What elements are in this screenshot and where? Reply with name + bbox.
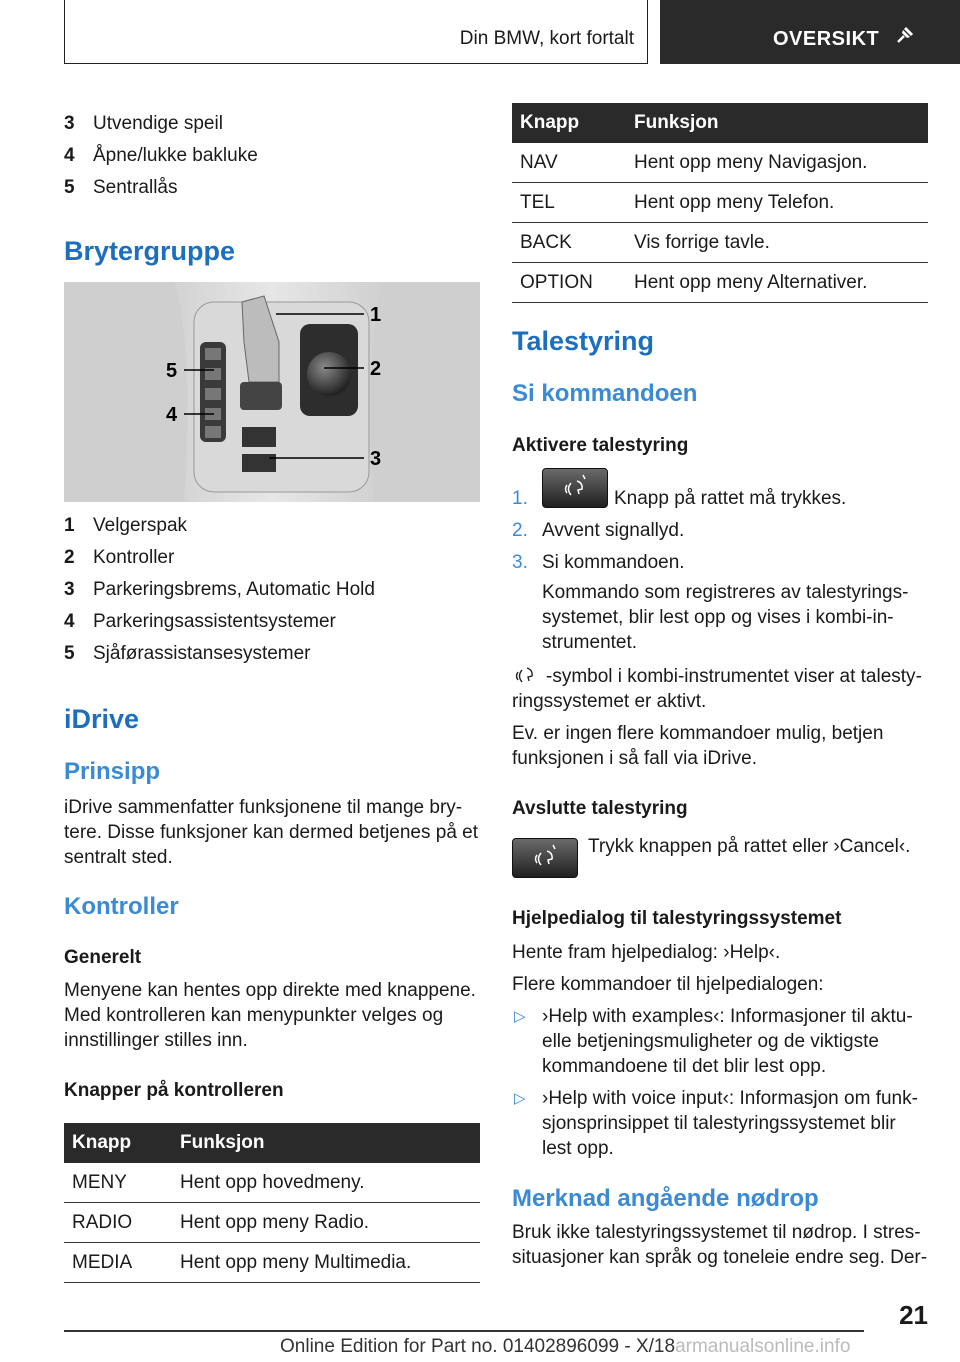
figure-callout: 5 bbox=[166, 360, 178, 382]
section-title: Din BMW, kort fortalt bbox=[459, 28, 634, 49]
voice-icon bbox=[543, 469, 607, 507]
footer-edition: Online Edition for Part no. 01402896099 - X/18armanualsonline.info bbox=[280, 1336, 851, 1357]
table-row: MEDIA Hent opp meny Multimedia. bbox=[64, 1243, 480, 1283]
list-item: 3 Parkeringsbrems, Automatic Hold bbox=[64, 579, 375, 600]
table-row: OPTION Hent opp meny Alternativer. bbox=[512, 263, 928, 303]
table-header: Knapp bbox=[512, 103, 626, 143]
list-item: 4 Åpne/lukke bakluke bbox=[64, 145, 258, 166]
list-item: 5 Sentrallås bbox=[64, 177, 178, 198]
generelt-text: Menyene kan hentes opp direkte med knappene. Med kontrolleren kan menypunkter velges og innstillinger stilles inn. bbox=[64, 980, 476, 1051]
heading-kontroller: Kontroller bbox=[64, 893, 179, 920]
voice-icon bbox=[513, 839, 577, 877]
footer-divider bbox=[64, 1330, 864, 1332]
list-item: 4 Parkeringsassistentsystemer bbox=[64, 611, 336, 632]
prinsipp-text: iDrive sammenfatter funksjonene til mange brytere. Disse funksjoner kan dermed betjenes på et sentralt sted. bbox=[64, 797, 479, 868]
heading-si-kommandoen: Si kommandoen bbox=[512, 380, 698, 407]
table-header: Knapp bbox=[64, 1123, 172, 1163]
hjelp-line-1: Hente fram hjelpedialog: ›Help‹. bbox=[512, 942, 781, 963]
merknad-text: Bruk ikke talestyringssystemet til nødrop. I stressituasjoner kan språk og toneleie endre seg. Der- bbox=[512, 1222, 928, 1268]
list-item: 2 Kontroller bbox=[64, 547, 175, 568]
hjelp-line-2: Flere kommandoer til hjelpedialogen: bbox=[512, 974, 824, 995]
console-figure bbox=[64, 282, 480, 502]
symbol-text: -symbol i kombi-instrumentet viser at talestyringssystemet er aktivt. bbox=[512, 666, 922, 712]
voice-button-image bbox=[512, 838, 578, 878]
heading-idrive: iDrive bbox=[64, 704, 140, 734]
page-number: 21 bbox=[899, 1300, 928, 1330]
chapter-tab[interactable] bbox=[660, 0, 960, 64]
ev-text: Ev. er ingen flere kommandoer mulig, betjen funksjonen i så fall via iDrive. bbox=[512, 723, 884, 769]
heading-brytergruppe: Brytergruppe bbox=[64, 236, 236, 266]
heading-merknad: Merknad angående nødrop bbox=[512, 1185, 819, 1212]
pin-icon bbox=[894, 24, 916, 46]
figure-callout: 1 bbox=[370, 304, 382, 326]
heading-talestyring: Talestyring bbox=[512, 326, 655, 356]
table-header: Funksjon bbox=[172, 1123, 480, 1163]
step3-detail: Kommando som registreres av talestyringssystemet, blir lest opp og vises i kombi-instrumentet. bbox=[542, 582, 909, 653]
table-row: RADIO Hent opp meny Radio. bbox=[64, 1203, 480, 1243]
heading-prinsipp: Prinsipp bbox=[64, 758, 161, 785]
figure-callout: 3 bbox=[370, 448, 382, 470]
figure-callout: 4 bbox=[166, 404, 178, 426]
controller-buttons-table bbox=[64, 1123, 480, 1283]
heading-knapper: Knapper på kontrolleren bbox=[64, 1080, 284, 1101]
list-item: 5 Sjåførassistansesystemer bbox=[64, 643, 311, 664]
watermark: armanualsonline.info bbox=[675, 1336, 851, 1357]
figure-callout: 2 bbox=[370, 358, 382, 380]
avslutte-text: Trykk knappen på rattet eller ›Cancel‹. bbox=[588, 836, 911, 857]
table-row: NAV Hent opp meny Navigasjon. bbox=[512, 143, 928, 183]
heading-hjelpedialog: Hjelpedialog til talestyringssystemet bbox=[512, 908, 842, 929]
list-item: 1 Velgerspak bbox=[64, 515, 188, 536]
heading-avslutte: Avslutte talestyring bbox=[512, 798, 688, 819]
controller-buttons-table-cont bbox=[512, 103, 928, 303]
chapter-title: OVERSIKT bbox=[773, 28, 880, 50]
voice-button-image bbox=[542, 468, 608, 508]
heading-aktivere: Aktivere talestyring bbox=[512, 435, 689, 456]
heading-generelt: Generelt bbox=[64, 947, 142, 968]
table-row: BACK Vis forrige tavle. bbox=[512, 223, 928, 263]
table-row: MENY Hent opp hovedmeny. bbox=[64, 1163, 480, 1203]
list-item: 3 Utvendige speil bbox=[64, 113, 223, 134]
table-row: TEL Hent opp meny Telefon. bbox=[512, 183, 928, 223]
table-header: Funksjon bbox=[626, 103, 928, 143]
